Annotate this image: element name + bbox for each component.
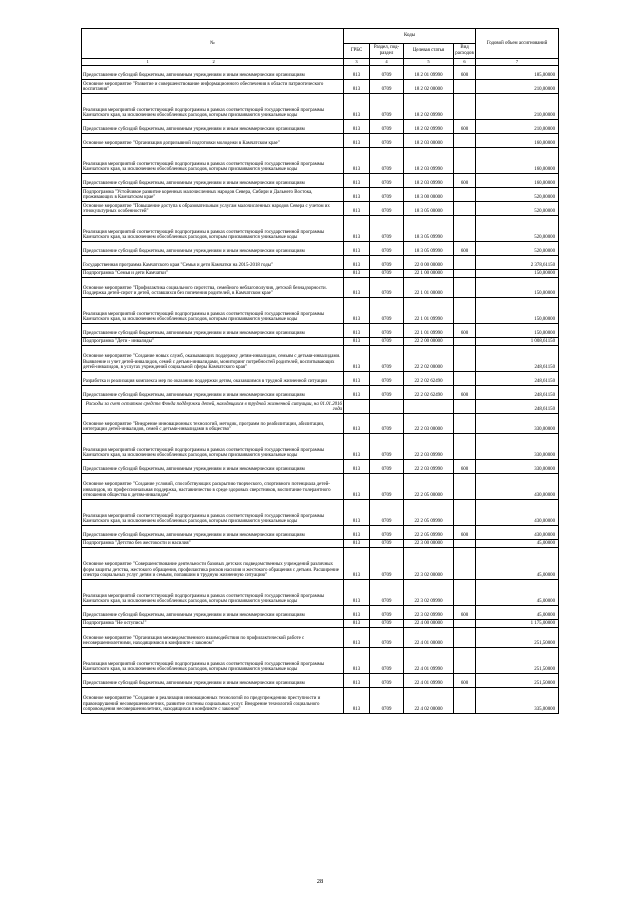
table-row bbox=[82, 620, 559, 628]
row-expense-type bbox=[454, 94, 476, 120]
row-section: 0709 bbox=[370, 174, 404, 188]
row-description: Предоставление субсидий бюджетным, автономным учреждениям и иным некоммерческим организациям bbox=[82, 674, 344, 688]
row-target-article: 22 0 00 00000 bbox=[404, 256, 454, 270]
table-row bbox=[82, 386, 559, 400]
row-grbs: 813 bbox=[344, 628, 370, 648]
row-section: 0709 bbox=[370, 500, 404, 526]
row-grbs: 813 bbox=[344, 256, 370, 270]
row-grbs: 813 bbox=[344, 134, 370, 148]
row-target-article: 22 1 01 00000 bbox=[404, 278, 454, 298]
row-amount: 160,00000 bbox=[476, 148, 559, 174]
row-grbs: 813 bbox=[344, 174, 370, 188]
row-section: 0709 bbox=[370, 526, 404, 540]
table-row bbox=[82, 460, 559, 474]
row-target-article: 22 1 01 09990 bbox=[404, 298, 454, 324]
row-expense-type bbox=[454, 216, 476, 242]
row-amount: 251,50000 bbox=[476, 648, 559, 674]
row-amount: 248,61150 bbox=[476, 346, 559, 372]
table-row bbox=[82, 606, 559, 620]
row-grbs: 813 bbox=[344, 216, 370, 242]
row-section: 0709 bbox=[370, 474, 404, 500]
row-description: Подпрограмма "Не оступись!" bbox=[82, 620, 344, 628]
row-expense-type bbox=[454, 414, 476, 434]
row-amount: 335,00000 bbox=[476, 688, 559, 714]
table-row bbox=[82, 270, 559, 278]
row-expense-type bbox=[454, 540, 476, 548]
row-amount: 150,00000 bbox=[476, 270, 559, 278]
table-row bbox=[82, 372, 559, 386]
table-row bbox=[82, 94, 559, 120]
row-target-article: 18 2 02 00000 bbox=[404, 80, 454, 94]
row-grbs: 813 bbox=[344, 674, 370, 688]
row-section: 0709 bbox=[370, 548, 404, 580]
row-description: Основное мероприятие "Организация допризывной подготовки молодежи в Камчатском крае" bbox=[82, 134, 344, 148]
row-expense-type bbox=[454, 298, 476, 324]
column-number: 1 2 bbox=[82, 59, 344, 66]
row-target-article: 22 2 02 00000 bbox=[404, 346, 454, 372]
row-target-article: 18 2 02 09990 bbox=[404, 94, 454, 120]
table-row bbox=[82, 298, 559, 324]
row-grbs: 813 bbox=[344, 148, 370, 174]
table-row bbox=[82, 540, 559, 548]
header-volume: Годовой объем ассигнований bbox=[476, 29, 559, 59]
row-amount: 45,00000 bbox=[476, 580, 559, 606]
row-expense-type: 600 bbox=[454, 460, 476, 474]
table-row bbox=[82, 188, 559, 202]
row-section: 0709 bbox=[370, 188, 404, 202]
row-description: Реализация мероприятий соответствующей подпрограммы в рамках соответствующей государственной программы Камчатского края, за исключением обособленных расходов, которым присваиваются уникальные коды bbox=[82, 94, 344, 120]
table-row bbox=[82, 688, 559, 714]
row-amount: 1 008,61150 bbox=[476, 338, 559, 346]
row-section: 0709 bbox=[370, 434, 404, 460]
row-description: Основное мероприятие "Создание и реализация инновационных технологий по предупреждению преступности и правонарушений несовершеннолетних, развитие системы социальных услуг. Внедрение технологий социального сопровождения несовершеннолетних, находящихся в конфликте с законом" bbox=[82, 688, 344, 714]
row-target-article: 22 4 00 00000 bbox=[404, 620, 454, 628]
row-grbs: 813 bbox=[344, 270, 370, 278]
row-section: 0709 bbox=[370, 216, 404, 242]
row-target-article: 22 3 02 09990 bbox=[404, 580, 454, 606]
row-expense-type: 600 bbox=[454, 120, 476, 134]
header-num: № bbox=[82, 29, 344, 59]
row-amount: 210,00000 bbox=[476, 94, 559, 120]
row-section: 0709 bbox=[370, 242, 404, 256]
table-row bbox=[82, 500, 559, 526]
row-section: 0709 bbox=[370, 134, 404, 148]
row-amount: 330,00000 bbox=[476, 434, 559, 460]
row-expense-type bbox=[454, 148, 476, 174]
table-row bbox=[82, 434, 559, 460]
row-section: 0709 bbox=[370, 580, 404, 606]
row-expense-type bbox=[454, 372, 476, 386]
row-grbs: 813 bbox=[344, 580, 370, 606]
column-number: 7 bbox=[476, 59, 559, 66]
row-grbs: 813 bbox=[344, 648, 370, 674]
row-grbs: 813 bbox=[344, 80, 370, 94]
row-description: Основное мероприятие "Повышение доступа к образовательным услугам малочисленных народов Севера с учетом их этнокультурных особенностей" bbox=[82, 202, 344, 216]
row-description: Реализация мероприятий соответствующей подпрограммы в рамках соответствующей государственной программы Камчатского края, за исключением обособленных расходов, которым присваиваются уникальные коды bbox=[82, 216, 344, 242]
row-expense-type bbox=[454, 256, 476, 270]
row-amount: 210,00000 bbox=[476, 80, 559, 94]
row-grbs: 813 bbox=[344, 188, 370, 202]
row-section: 0709 bbox=[370, 120, 404, 134]
row-expense-type: 600 bbox=[454, 674, 476, 688]
row-target-article: 22 2 05 09990 bbox=[404, 500, 454, 526]
row-grbs: 813 bbox=[344, 324, 370, 338]
row-target-article: 22 2 03 09990 bbox=[404, 460, 454, 474]
row-grbs: 813 bbox=[344, 120, 370, 134]
table-row bbox=[82, 674, 559, 688]
row-description: Предоставление субсидий бюджетным, автономным учреждениям и иным некоммерческим организациям bbox=[82, 526, 344, 540]
row-amount: 520,00000 bbox=[476, 202, 559, 216]
row-description: Расходы за счет остатков средств Фонда поддержки детей, находящихся в трудной жизненной ситуации, на 01.01.2016 года bbox=[82, 400, 344, 414]
row-target-article: 22 2 02 62490 bbox=[404, 372, 454, 386]
row-expense-type: 600 bbox=[454, 606, 476, 620]
row-grbs: 813 bbox=[344, 346, 370, 372]
row-section: 0709 bbox=[370, 202, 404, 216]
row-target-article: 18 2 02 09990 bbox=[404, 120, 454, 134]
row-expense-type bbox=[454, 620, 476, 628]
row-grbs bbox=[344, 400, 370, 414]
row-description: Реализация мероприятий соответствующей подпрограммы в рамках соответствующей государственной программы Камчатского края, за исключением обособленных расходов, которым присваиваются уникальные коды bbox=[82, 500, 344, 526]
row-section: 0709 bbox=[370, 386, 404, 400]
row-amount: 248,61150 bbox=[476, 386, 559, 400]
row-description: Предоставление субсидий бюджетным, автономным учреждениям и иным некоммерческим организациям bbox=[82, 242, 344, 256]
table-row bbox=[82, 134, 559, 148]
row-amount: 160,00000 bbox=[476, 134, 559, 148]
row-target-article: 18 2 03 00000 bbox=[404, 134, 454, 148]
row-target-article: 22 3 02 00000 bbox=[404, 548, 454, 580]
row-section: 0709 bbox=[370, 94, 404, 120]
row-grbs: 813 bbox=[344, 474, 370, 500]
row-target-article: 18 3 05 00000 bbox=[404, 202, 454, 216]
table-row bbox=[82, 548, 559, 580]
row-expense-type bbox=[454, 548, 476, 580]
row-section: 0709 bbox=[370, 620, 404, 628]
row-description: Предоставление субсидий бюджетным, автономным учреждениям и иным некоммерческим организациям bbox=[82, 120, 344, 134]
row-grbs: 813 bbox=[344, 688, 370, 714]
table-row bbox=[82, 216, 559, 242]
row-grbs: 813 bbox=[344, 372, 370, 386]
row-amount: 150,00000 bbox=[476, 324, 559, 338]
row-amount: 330,00000 bbox=[476, 460, 559, 474]
table-row bbox=[82, 400, 559, 414]
row-grbs: 813 bbox=[344, 620, 370, 628]
row-amount: 430,00000 bbox=[476, 500, 559, 526]
row-description: Предоставление субсидий бюджетным, автономным учреждениям и иным некоммерческим организациям bbox=[82, 66, 344, 80]
row-section: 0709 bbox=[370, 648, 404, 674]
row-section: 0709 bbox=[370, 540, 404, 548]
row-amount: 520,00000 bbox=[476, 216, 559, 242]
row-target-article: 22 3 00 00000 bbox=[404, 540, 454, 548]
table-row bbox=[82, 80, 559, 94]
row-amount: 520,00000 bbox=[476, 188, 559, 202]
table-row bbox=[82, 256, 559, 270]
row-amount: 430,00000 bbox=[476, 474, 559, 500]
table-row bbox=[82, 628, 559, 648]
row-amount: 330,00000 bbox=[476, 414, 559, 434]
table-row bbox=[82, 526, 559, 540]
table-row bbox=[82, 148, 559, 174]
row-target-article: 22 2 05 09990 bbox=[404, 526, 454, 540]
row-grbs: 813 bbox=[344, 606, 370, 620]
row-expense-type: 600 bbox=[454, 526, 476, 540]
row-expense-type bbox=[454, 500, 476, 526]
header-codes: Коды bbox=[344, 29, 476, 44]
row-section bbox=[370, 400, 404, 414]
table-row bbox=[82, 474, 559, 500]
row-section: 0709 bbox=[370, 460, 404, 474]
row-amount: 251,50000 bbox=[476, 628, 559, 648]
row-section: 0709 bbox=[370, 80, 404, 94]
column-number: 3 bbox=[344, 59, 370, 66]
table-row bbox=[82, 414, 559, 434]
table-row bbox=[82, 346, 559, 372]
row-target-article: 22 4 01 09990 bbox=[404, 648, 454, 674]
row-amount: 430,00000 bbox=[476, 526, 559, 540]
table-body bbox=[82, 66, 559, 714]
row-expense-type bbox=[454, 580, 476, 606]
header-exp-type: Вид расходов bbox=[454, 44, 476, 59]
row-section: 0709 bbox=[370, 278, 404, 298]
row-target-article: 22 4 02 00000 bbox=[404, 688, 454, 714]
row-section: 0709 bbox=[370, 298, 404, 324]
row-grbs: 813 bbox=[344, 434, 370, 460]
row-section: 0709 bbox=[370, 414, 404, 434]
row-description: Реализация мероприятий соответствующей подпрограммы в рамках соответствующей государственной программы Камчатского края, за исключением обособленных расходов, которым присваиваются уникальные коды bbox=[82, 580, 344, 606]
row-description: Реализация мероприятий соответствующей подпрограммы в рамках соответствующей государственной программы Камчатского края, за исключением обособленных расходов, которым присваиваются уникальные коды bbox=[82, 298, 344, 324]
table-row bbox=[82, 202, 559, 216]
row-amount: 1 175,00000 bbox=[476, 620, 559, 628]
row-description: Предоставление субсидий бюджетным, автономным учреждениям и иным некоммерческим организациям bbox=[82, 386, 344, 400]
row-expense-type bbox=[454, 474, 476, 500]
row-amount: 185,00000 bbox=[476, 66, 559, 80]
row-target-article: 22 2 05 00000 bbox=[404, 474, 454, 500]
row-target-article: 18 2 03 09990 bbox=[404, 174, 454, 188]
row-description: Основное мероприятие "Совершенствование деятельности базовых детских подведомственных учреждений различных форм защиты детства, жестокого обращения, профилактика рисков насилия и жестокого обращения с детьми. Расширение спектра социальных услуг детям и семьям, попавшим в трудную жизненную ситуацию" bbox=[82, 548, 344, 580]
row-amount: 45,00000 bbox=[476, 540, 559, 548]
row-grbs: 813 bbox=[344, 414, 370, 434]
row-expense-type bbox=[454, 202, 476, 216]
row-target-article: 22 4 01 09990 bbox=[404, 674, 454, 688]
row-section: 0709 bbox=[370, 148, 404, 174]
row-target-article: 18 3 05 09990 bbox=[404, 242, 454, 256]
row-description: Подпрограмма "Дети - инвалиды" bbox=[82, 338, 344, 346]
table-row bbox=[82, 580, 559, 606]
table-row bbox=[82, 174, 559, 188]
column-numbers-row bbox=[82, 59, 559, 66]
row-expense-type bbox=[454, 648, 476, 674]
row-description: Основное мероприятие "Создание новых служб, оказывающих поддержку детям-инвалидам, семьям с детьми-инвалидами. Выявление и учет детей-инвалидов, семей с детьми-инвалидами, мониторинг потребностей родителей, воспитывающих детей-инвалидов, в услугах учреждений социальной сферы Камчатского края" bbox=[82, 346, 344, 372]
row-expense-type bbox=[454, 338, 476, 346]
row-description: Предоставление субсидий бюджетным, автономным учреждениям и иным некоммерческим организациям bbox=[82, 460, 344, 474]
row-expense-type bbox=[454, 628, 476, 648]
row-target-article: 18 2 03 09990 bbox=[404, 148, 454, 174]
row-expense-type bbox=[454, 188, 476, 202]
table-row bbox=[82, 648, 559, 674]
row-target-article: 22 2 02 62490 bbox=[404, 386, 454, 400]
row-expense-type: 600 bbox=[454, 66, 476, 80]
row-description: Разработка и реализация комплекса мер по оказанию поддержки детям, оказавшимся в трудной жизненной ситуации bbox=[82, 372, 344, 386]
row-section: 0709 bbox=[370, 628, 404, 648]
row-section: 0709 bbox=[370, 256, 404, 270]
row-target-article: 22 3 02 09990 bbox=[404, 606, 454, 620]
column-number: 5 bbox=[404, 59, 454, 66]
page-number: 28 bbox=[316, 878, 324, 885]
row-section: 0709 bbox=[370, 66, 404, 80]
row-description: Предоставление субсидий бюджетным, автономным учреждениям и иным некоммерческим организациям bbox=[82, 324, 344, 338]
row-expense-type bbox=[454, 346, 476, 372]
row-description: Реализация мероприятий соответствующей подпрограммы в рамках соответствующей государственной программы Камчатского края, за исключением обособленных расходов, которым присваиваются уникальные коды bbox=[82, 148, 344, 174]
row-description: Основное мероприятие "Развитие и совершенствование информационного обеспечения в области патриотического воспитания" bbox=[82, 80, 344, 94]
row-target-article bbox=[404, 400, 454, 414]
row-amount: 45,00000 bbox=[476, 606, 559, 620]
row-description: Основное мероприятие "Внедрение инновационных технологий, методик, программ по реабилитации, абилитации, интеграции детей-инвалидов, семей с детьми-инвалидами в общество" bbox=[82, 414, 344, 434]
row-section: 0709 bbox=[370, 606, 404, 620]
row-expense-type bbox=[454, 270, 476, 278]
row-target-article: 22 2 03 00000 bbox=[404, 414, 454, 434]
row-amount: 210,00000 bbox=[476, 120, 559, 134]
row-description: Основное мероприятие "Организация межведомственного взаимодействия по профилактической работе с несовершеннолетними, находящимися в конфликте с законом" bbox=[82, 628, 344, 648]
row-expense-type bbox=[454, 688, 476, 714]
row-description: Реализация мероприятий соответствующей подпрограммы в рамках соответствующей государственной программы Камчатского края, за исключением обособленных расходов, которым присваиваются уникальные коды bbox=[82, 648, 344, 674]
row-amount: 248,61150 bbox=[476, 400, 559, 414]
row-grbs: 813 bbox=[344, 66, 370, 80]
row-expense-type: 600 bbox=[454, 174, 476, 188]
row-description: Реализация мероприятий соответствующей подпрограммы в рамках соответствующей государственной программы Камчатского края, за исключением обособленных расходов, которым присваиваются уникальные коды bbox=[82, 434, 344, 460]
row-amount: 150,00000 bbox=[476, 298, 559, 324]
header-target: Целевая статья bbox=[404, 44, 454, 59]
row-grbs: 813 bbox=[344, 202, 370, 216]
row-amount: 520,00000 bbox=[476, 242, 559, 256]
row-expense-type: 600 bbox=[454, 386, 476, 400]
row-expense-type bbox=[454, 400, 476, 414]
row-section: 0709 bbox=[370, 372, 404, 386]
row-target-article: 22 2 00 00000 bbox=[404, 338, 454, 346]
row-target-article: 22 4 01 00000 bbox=[404, 628, 454, 648]
row-section: 0709 bbox=[370, 338, 404, 346]
row-description: Государственная программа Камчатского края "Семья и дети Камчатки на 2015-2018 годы" bbox=[82, 256, 344, 270]
row-target-article: 22 1 01 09990 bbox=[404, 324, 454, 338]
row-expense-type bbox=[454, 434, 476, 460]
header-section: Раздел, под- раздел bbox=[370, 44, 404, 59]
row-section: 0709 bbox=[370, 674, 404, 688]
table-row bbox=[82, 242, 559, 256]
row-grbs: 813 bbox=[344, 548, 370, 580]
row-description: Подпрограмма "Устойчивое развитие коренных малочисленных народов Севера, Сибири и Дальнего Востока, проживающих в Камчатском крае" bbox=[82, 188, 344, 202]
row-grbs: 813 bbox=[344, 500, 370, 526]
row-grbs: 813 bbox=[344, 298, 370, 324]
row-section: 0709 bbox=[370, 324, 404, 338]
table-row bbox=[82, 338, 559, 346]
row-amount: 160,00000 bbox=[476, 174, 559, 188]
row-grbs: 813 bbox=[344, 278, 370, 298]
column-number: 6 bbox=[454, 59, 476, 66]
row-description: Предоставление субсидий бюджетным, автономным учреждениям и иным некоммерческим организациям bbox=[82, 606, 344, 620]
table-row bbox=[82, 120, 559, 134]
row-description: Основное мероприятие "Создание условий, способствующих раскрытию творческого, спортивного потенциала детей-инвалидов, их профессиональная поддержка, наставничество в среде здоровых сверстников, воспитание толерантного отношения общества к детям-инвалидам" bbox=[82, 474, 344, 500]
row-section: 0709 bbox=[370, 688, 404, 714]
row-target-article: 18 3 00 00000 bbox=[404, 188, 454, 202]
row-expense-type bbox=[454, 278, 476, 298]
row-target-article: 22 2 03 09990 bbox=[404, 434, 454, 460]
budget-table-page bbox=[81, 28, 558, 714]
header-grbs: ГРБС bbox=[344, 44, 370, 59]
table-row bbox=[82, 66, 559, 80]
row-grbs: 813 bbox=[344, 460, 370, 474]
row-target-article: 22 1 00 00000 bbox=[404, 270, 454, 278]
row-amount: 251,50000 bbox=[476, 674, 559, 688]
row-section: 0709 bbox=[370, 346, 404, 372]
row-expense-type bbox=[454, 134, 476, 148]
row-target-article: 18 2 01 09990 bbox=[404, 66, 454, 80]
row-grbs: 813 bbox=[344, 540, 370, 548]
row-grbs: 813 bbox=[344, 94, 370, 120]
row-description: Предоставление субсидий бюджетным, автономным учреждениям и иным некоммерческим организациям bbox=[82, 174, 344, 188]
row-description: Подпрограмма "Семья и дети Камчатки" bbox=[82, 270, 344, 278]
row-description: Основное мероприятие "Профилактика социального сиротства, семейного неблагополучия, детской безнадзорности. Поддержка детей-сирот и детей, оставшихся без попечения родителей, в Камчатском крае" bbox=[82, 278, 344, 298]
column-number: 4 bbox=[370, 59, 404, 66]
row-grbs: 813 bbox=[344, 386, 370, 400]
row-description: Подпрограмма "Детство без жестокости и насилия" bbox=[82, 540, 344, 548]
table-row bbox=[82, 278, 559, 298]
table-row bbox=[82, 324, 559, 338]
row-expense-type bbox=[454, 80, 476, 94]
row-amount: 150,00000 bbox=[476, 278, 559, 298]
row-expense-type: 600 bbox=[454, 324, 476, 338]
row-grbs: 813 bbox=[344, 242, 370, 256]
row-grbs: 813 bbox=[344, 338, 370, 346]
row-expense-type: 600 bbox=[454, 242, 476, 256]
row-grbs: 813 bbox=[344, 526, 370, 540]
budget-table bbox=[81, 28, 559, 714]
row-amount: 248,61150 bbox=[476, 372, 559, 386]
row-target-article: 18 3 05 09990 bbox=[404, 216, 454, 242]
row-section: 0709 bbox=[370, 270, 404, 278]
row-amount: 45,00000 bbox=[476, 548, 559, 580]
row-amount: 2 378,61150 bbox=[476, 256, 559, 270]
